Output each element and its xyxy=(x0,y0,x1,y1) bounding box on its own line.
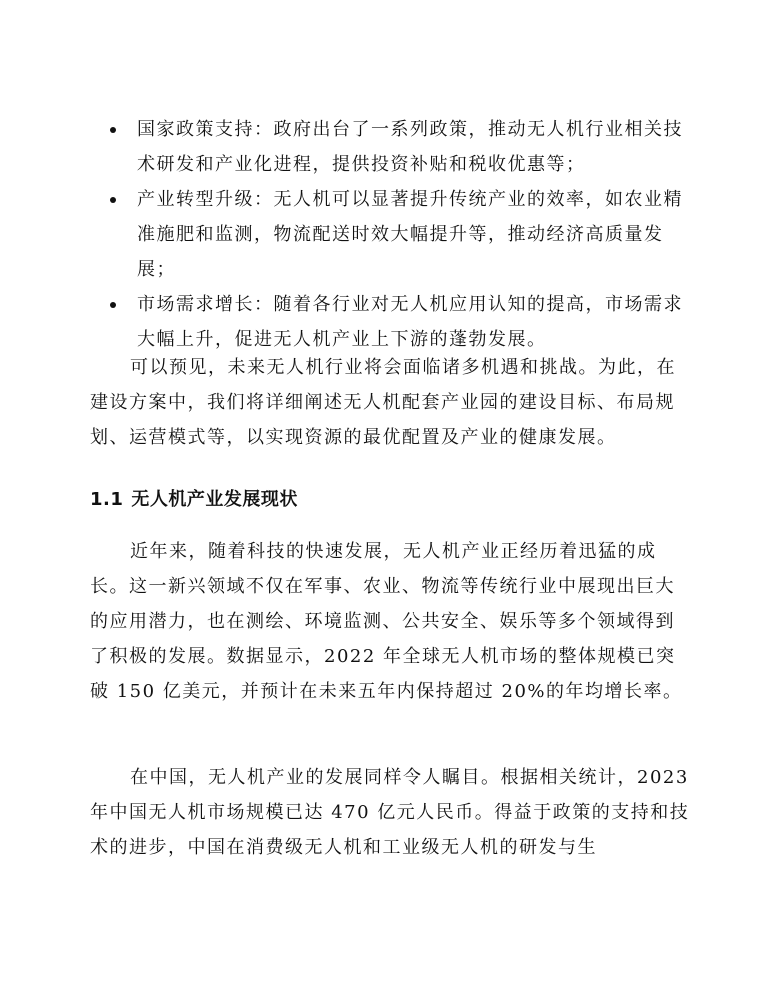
bullet-dot-icon xyxy=(110,127,116,133)
bullet-item xyxy=(110,287,690,357)
bullet-item xyxy=(110,182,690,287)
bullet-dot-icon xyxy=(110,197,116,203)
section-heading xyxy=(90,486,298,514)
bullet-text: 国家政策支持：政府出台了一系列政策，推动无人机行业相关技术研发和产业化进程，提供投资补贴和税收优惠等； xyxy=(137,119,683,175)
section-number: 1.1 xyxy=(90,489,124,510)
body-paragraph: 在中国，无人机产业的发展同样令人瞩目。根据相关统计，2023 年中国无人机市场规模已达 470 亿元人民币。得益于政策的支持和技术的进步，中国在消费级无人机和工业级无人机的研发与生 xyxy=(90,767,690,858)
bullet-text: 市场需求增长：随着各行业对无人机应用认知的提高，市场需求大幅上升，促进无人机产业上下游的蓬勃发展。 xyxy=(137,294,683,350)
bullet-text: 产业转型升级：无人机可以显著提升传统产业的效率，如农业精准施肥和监测，物流配送时效大幅提升等，推动经济高质量发展； xyxy=(137,189,683,280)
section-title: 无人机产业发展现状 xyxy=(131,489,298,510)
bullet-item xyxy=(110,112,690,182)
bullet-dot-icon xyxy=(110,302,116,308)
bullet-list xyxy=(110,112,690,357)
body-paragraph: 近年来，随着科技的快速发展，无人机产业正经历着迅猛的成长。这一新兴领域不仅在军事、农业、物流等传统行业中展现出巨大的应用潜力，也在测绘、环境监测、公共安全、娱乐等多个领域得到了积极的发展。数据显示，2022 年全球无人机市场的整体规模已突破 150 亿美元，并预计在未来五年内保持超过 20%的年均增长率。 xyxy=(90,541,683,702)
intro-paragraph: 可以预见，未来无人机行业将会面临诸多机遇和挑战。为此，在建设方案中，我们将详细阐述无人机配套产业园的建设目标、布局规划、运营模式等，以实现资源的最优配置及产业的健康发展。 xyxy=(90,357,676,448)
